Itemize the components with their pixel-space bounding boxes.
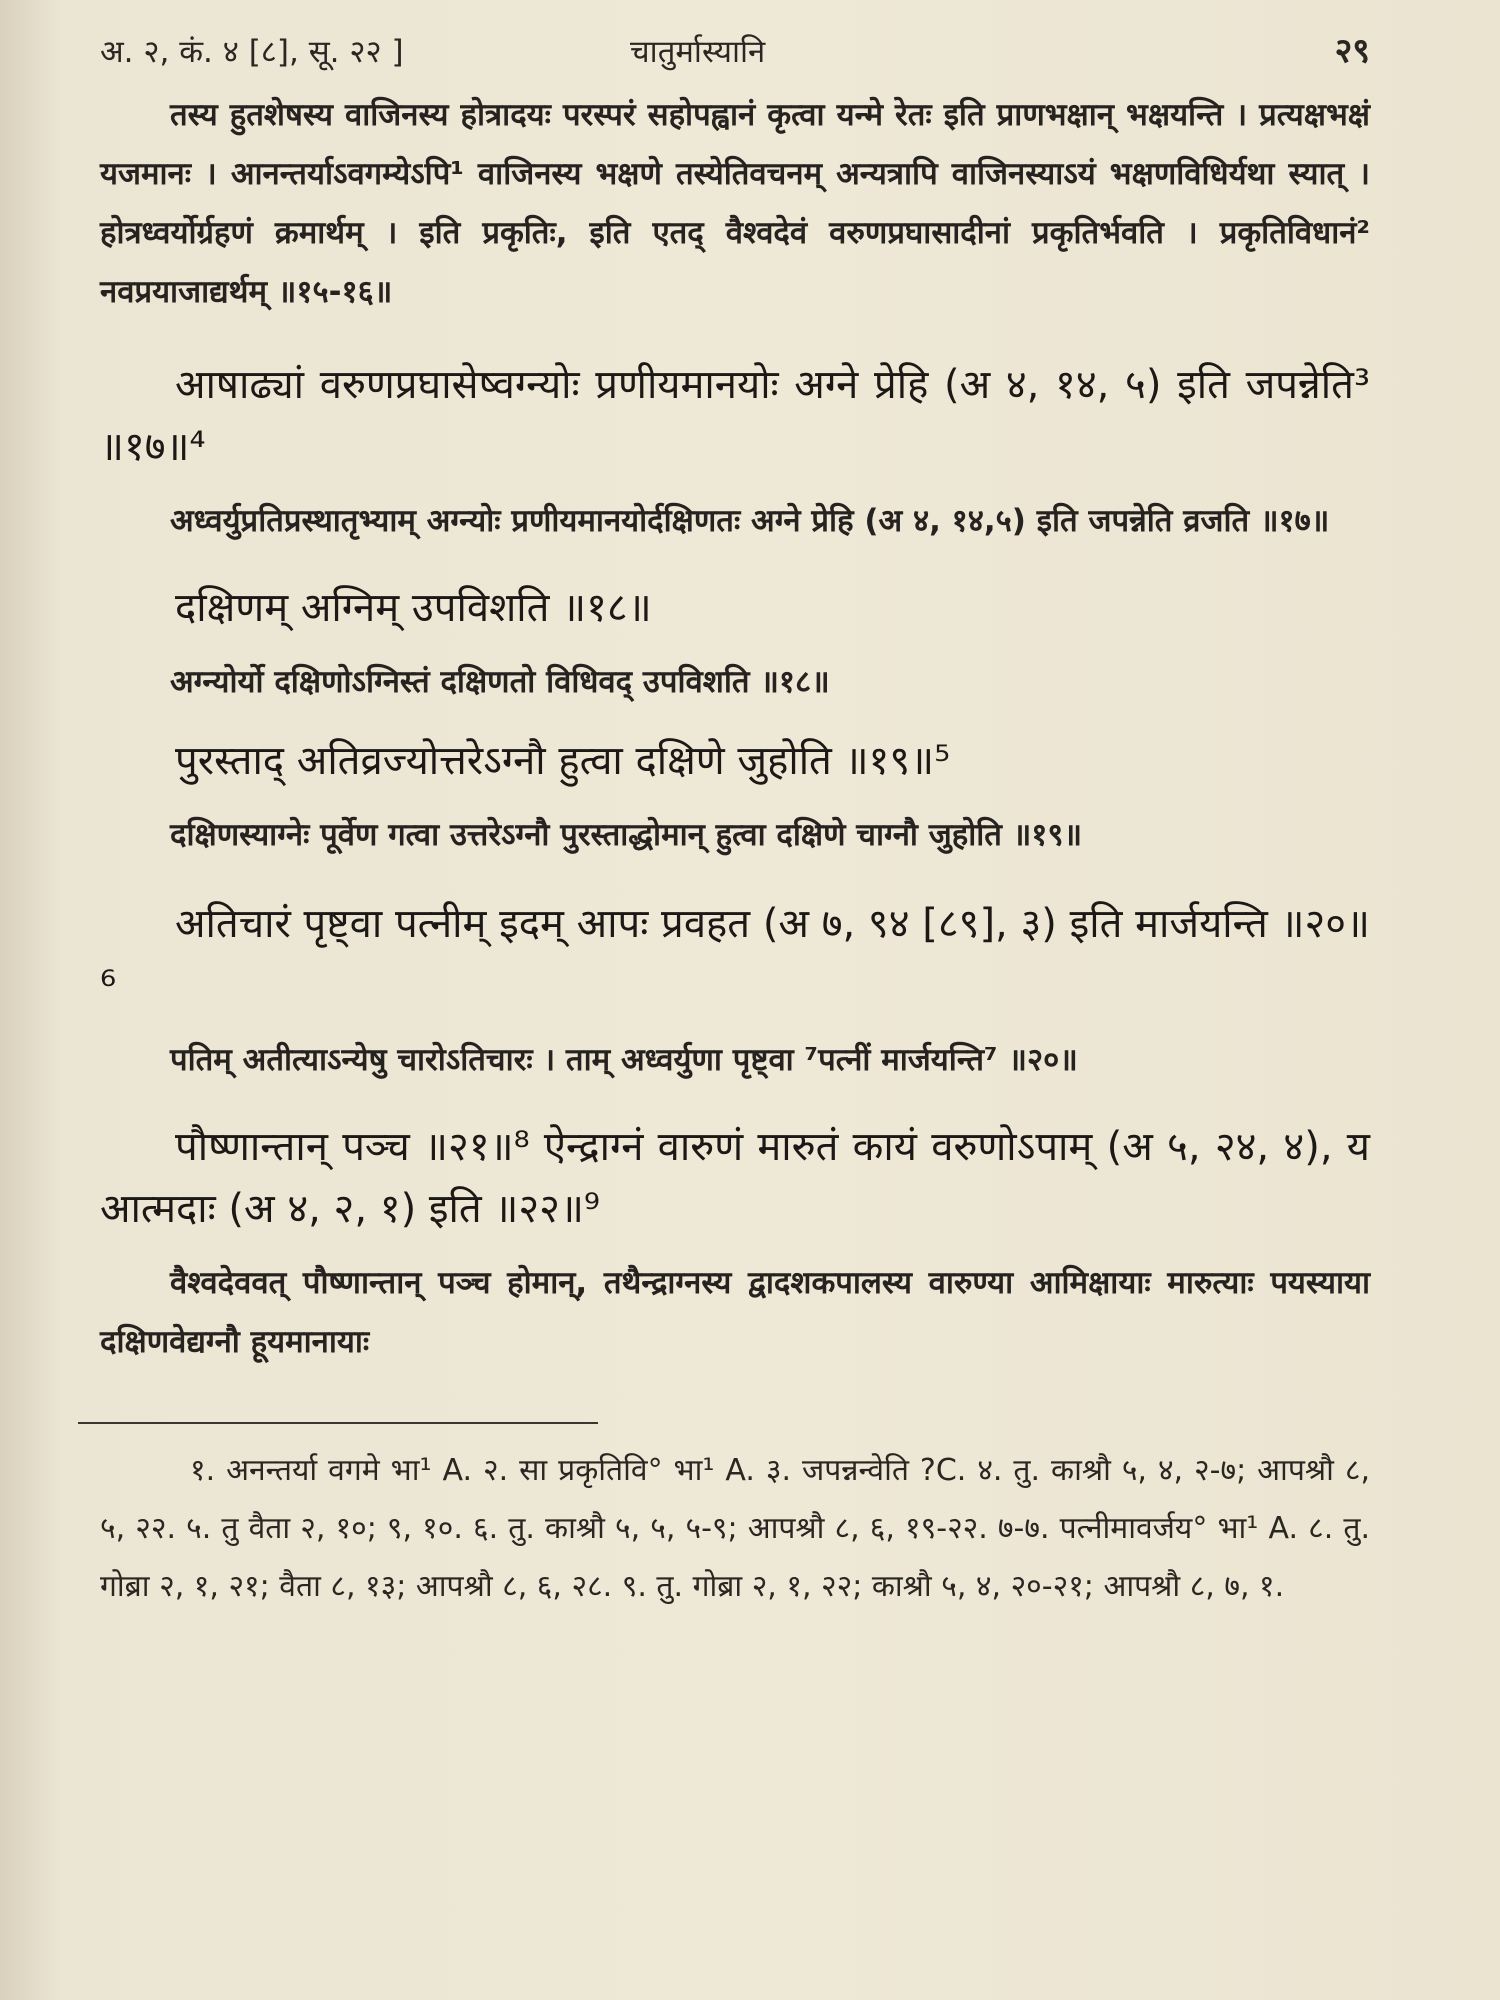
commentary-20: पतिम् अतीत्याऽन्येषु चारोऽतिचारः । ताम् अध्वर्युणा पृष्ट्वा ⁷पत्नीं मार्जयन्ति⁷ ॥२०॥ [170,1042,1078,1078]
commentary-21-22: वैश्वदेववत् पौष्णान्तान् पञ्च होमान्, तथैन्द्राग्नस्य द्वादशकपालस्य वारुण्या आमिक्षायाः मारुत्याः पयस्याया दक्षिणवेद्यग्नौ हूयमानायाः [100,1265,1370,1360]
sutra-19: पुरस्ताद् अतिव्रज्योत्तरेऽग्नौ हुत्वा दक्षिणे जुहोति ॥१९॥⁵ [175,738,951,784]
commentary-19: दक्षिणस्याग्नेः पूर्वेण गत्वा उत्तरेऽग्नौ पुरस्ताद्धोमान् हुत्वा दक्षिणे चाग्नौ जुहोति ॥१९॥ [170,817,1083,853]
commentary-15-16: तस्य हुतशेषस्य वाजिनस्य होत्रादयः परस्परं सहोपह्वानं कृत्वा यन्मे रेतः इति प्राणभक्षान् भक्षयन्ति । प्रत्यक्षभक्षं यजमानः । आनन्तर्याऽवगम्येऽपि¹ वाजिनस्य भक्षणे तस्येतिवचनम् अन्यत्रापि वाजिनस्याऽयं भक्षणविधिर्यथा स्यात् । होत्रध्वर्योर्ग्रहणं क्रमार्थम् । इति प्रकृतिः, इति एतद् वैश्वदेवं वरुणप्रघासादीनां प्रकृतिर्भवति । प्रकृतिविधानं² नवप्रयाजाद्यर्थम् ॥१५-१६॥ [100,97,1370,310]
sutra-21-22: पौष्णान्तान् पञ्च ॥२१॥⁸ ऐन्द्राग्नं वारुणं मारुतं कायं वरुणोऽपाम् (अ ५, २४, ४), य आत्मदाः (अ ४, २, १) इति ॥२२॥⁹ [100,1124,1370,1232]
commentary-17: अध्वर्युप्रतिप्रस्थातृभ्याम् अग्न्योः प्रणीयमानयोर्दक्षिणतः अग्ने प्रेहि (अ ४, १४,५) इति जपन्नेति व्रजति ॥१७॥ [170,503,1330,539]
sutra-18: दक्षिणम् अग्निम् उपविशति ॥१८॥ [175,585,652,631]
page-number: २९ [1334,31,1370,71]
running-header [100,26,1370,86]
footnote-divider [78,1422,598,1424]
section-reference: अ. २, कं. ४ [८], सू. २२ ] [100,34,404,70]
sutra-20: अतिचारं पृष्ट्वा पत्नीम् इदम् आपः प्रवहत (अ ७, ९४ [८९], ३) इति मार्जयन्ति ॥२०॥⁶ [100,901,1370,1009]
sutra-17: आषाढ्यां वरुणप्रघासेष्वग्न्योः प्रणीयमानयोः अग्ने प्रेहि (अ ४, १४, ५) इति जपन्नेति³ ॥१७॥⁴ [100,362,1370,470]
commentary-18: अग्न्योर्यो दक्षिणोऽग्निस्तं दक्षिणतो विधिवद् उपविशति ॥१८॥ [170,664,830,700]
running-title: चातुर्मास्यानि [630,34,766,70]
footnotes: १. अनन्तर्या वगमे भा¹ A. २. सा प्रकृतिवि° भा¹ A. ३. जपन्नन्वेति ?C. ४. तु. काश्रौ ५, ४, २-७; आपश्रौ ८, ५, २२. ५. तु वैता २, १०; ९, १०. ६. तु. काश्रौ ५, ५, ५-९; आपश्रौ ८, ६, १९-२२. ७-७. पत्नीमावर्जय° भा¹ A. ८. तु. गोब्रा २, १, २१; वैता ८, १३; आपश्रौ ८, ६, २८. ९. तु. गोब्रा २, १, २२; काश्रौ ५, ४, २०-२१; आपश्रौ ८, ७, १. [100,1453,1370,1604]
